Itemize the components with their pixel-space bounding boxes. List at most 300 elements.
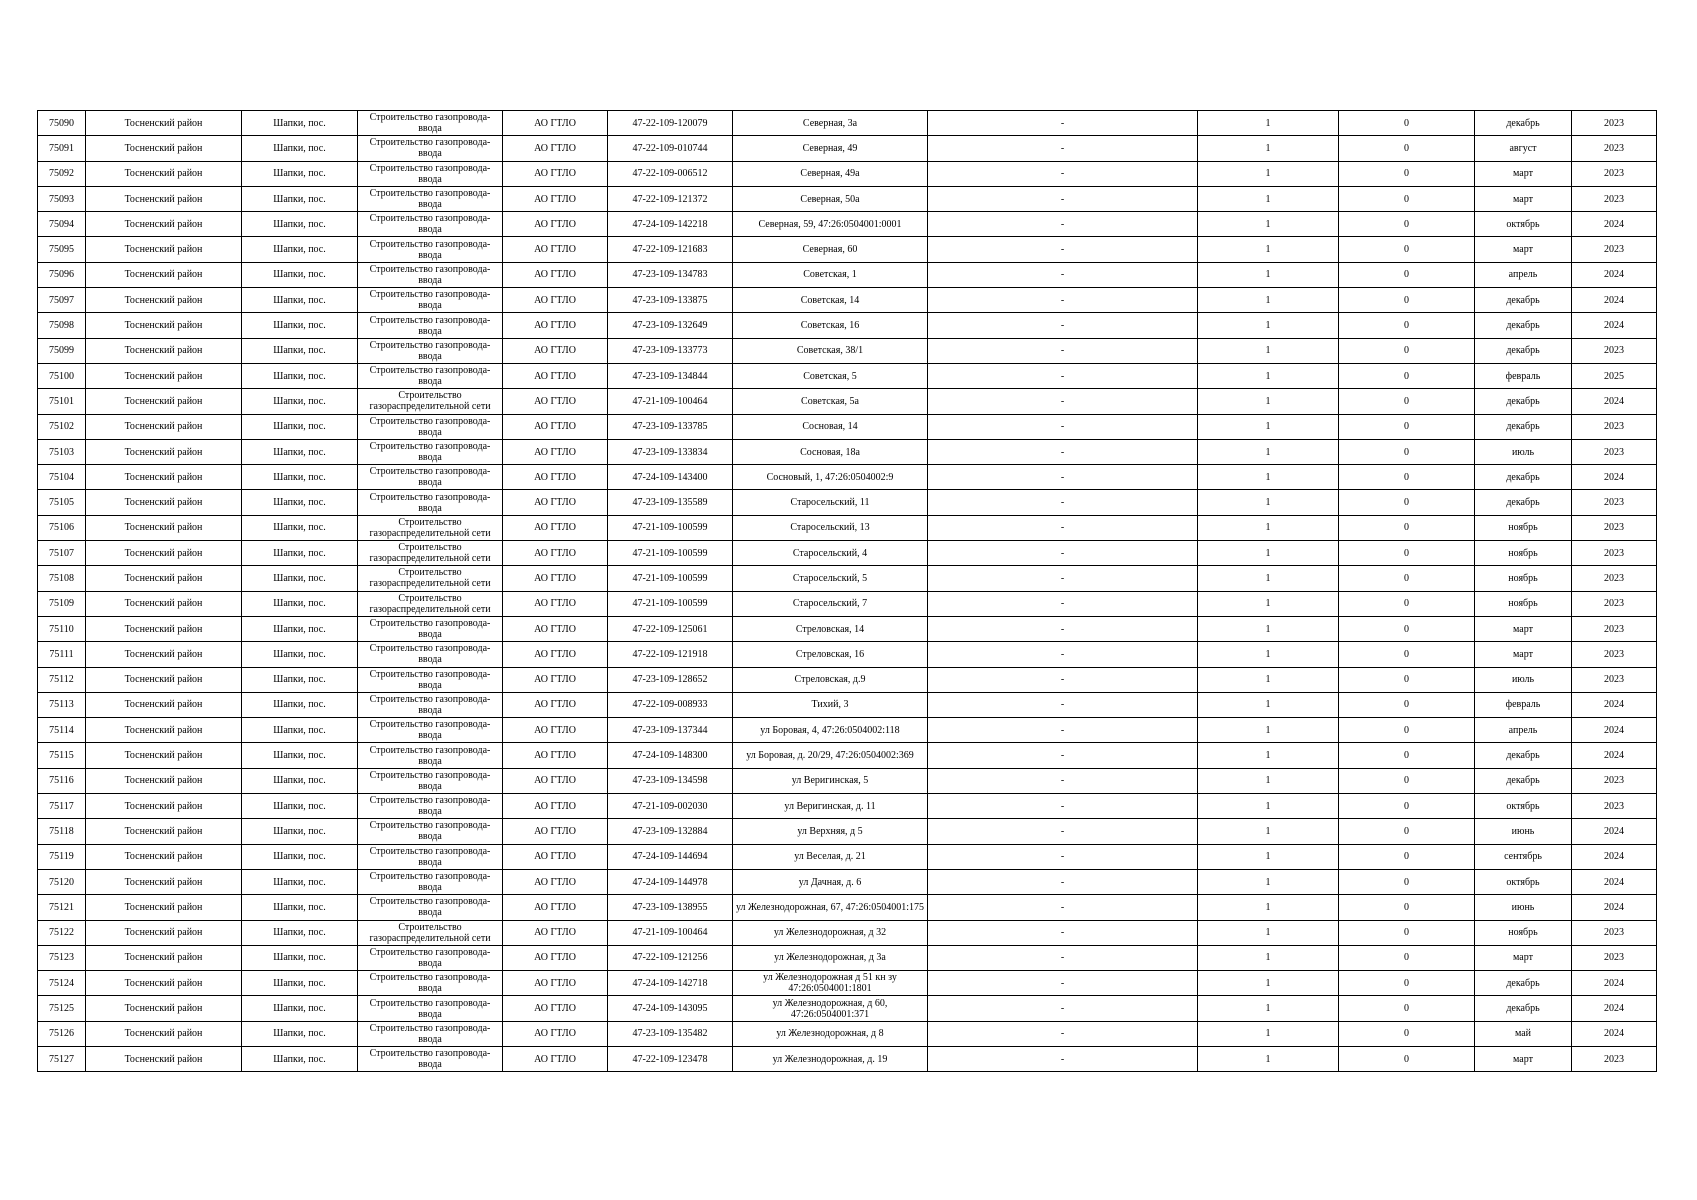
district-cell: Тосненский район	[86, 262, 242, 287]
address-cell: Старосельский, 11	[733, 490, 928, 515]
district-cell: Тосненский район	[86, 363, 242, 388]
count-cell: 1	[1198, 414, 1339, 439]
address-cell: ул Железнодорожная, д. 19	[733, 1046, 928, 1071]
district-cell: Тосненский район	[86, 161, 242, 186]
month-cell: май	[1475, 1021, 1572, 1046]
month-cell: февраль	[1475, 363, 1572, 388]
year-cell: 2023	[1572, 642, 1657, 667]
settlement-cell: Шапки, пос.	[242, 288, 358, 313]
value-cell: 0	[1339, 768, 1475, 793]
year-cell: 2024	[1572, 465, 1657, 490]
month-cell: декабрь	[1475, 490, 1572, 515]
address-cell: Северная, 59, 47:26:0504001:0001	[733, 212, 928, 237]
work-type-cell: Строительство газопровода-ввода	[358, 794, 503, 819]
district-cell: Тосненский район	[86, 591, 242, 616]
organization-cell: АО ГТЛО	[503, 642, 608, 667]
note-cell: -	[928, 920, 1198, 945]
district-cell: Тосненский район	[86, 667, 242, 692]
month-cell: октябрь	[1475, 794, 1572, 819]
note-cell: -	[928, 439, 1198, 464]
work-type-cell: Строительство газораспределительной сети	[358, 920, 503, 945]
organization-cell: АО ГТЛО	[503, 490, 608, 515]
organization-cell: АО ГТЛО	[503, 465, 608, 490]
month-cell: март	[1475, 1046, 1572, 1071]
note-cell: -	[928, 490, 1198, 515]
month-cell: сентябрь	[1475, 844, 1572, 869]
data-table	[37, 110, 1657, 1072]
note-cell: -	[928, 338, 1198, 363]
work-type-cell: Строительство газопровода-ввода	[358, 768, 503, 793]
object-code-cell: 47-22-109-121372	[608, 186, 733, 211]
settlement-cell: Шапки, пос.	[242, 186, 358, 211]
row-id-cell: 75121	[38, 895, 86, 920]
district-cell: Тосненский район	[86, 338, 242, 363]
district-cell: Тосненский район	[86, 136, 242, 161]
note-cell: -	[928, 692, 1198, 717]
settlement-cell: Шапки, пос.	[242, 363, 358, 388]
value-cell: 0	[1339, 794, 1475, 819]
value-cell: 0	[1339, 186, 1475, 211]
work-type-cell: Строительство газопровода-ввода	[358, 313, 503, 338]
note-cell: -	[928, 465, 1198, 490]
count-cell: 1	[1198, 212, 1339, 237]
object-code-cell: 47-22-109-010744	[608, 136, 733, 161]
row-id-cell: 75126	[38, 1021, 86, 1046]
district-cell: Тосненский район	[86, 541, 242, 566]
settlement-cell: Шапки, пос.	[242, 515, 358, 540]
settlement-cell: Шапки, пос.	[242, 465, 358, 490]
value-cell: 0	[1339, 996, 1475, 1021]
count-cell: 1	[1198, 338, 1339, 363]
row-id-cell: 75091	[38, 136, 86, 161]
row-id-cell: 75115	[38, 743, 86, 768]
month-cell: декабрь	[1475, 288, 1572, 313]
address-cell: ул Железнодорожная, д 60, 47:26:0504001:371	[733, 996, 928, 1021]
row-id-cell: 75099	[38, 338, 86, 363]
work-type-cell: Строительство газопровода-ввода	[358, 642, 503, 667]
work-type-cell: Строительство газопровода-ввода	[358, 465, 503, 490]
table-row	[38, 616, 1657, 641]
month-cell: ноябрь	[1475, 566, 1572, 591]
work-type-cell: Строительство газораспределительной сети	[358, 541, 503, 566]
district-cell: Тосненский район	[86, 945, 242, 970]
month-cell: декабрь	[1475, 971, 1572, 996]
object-code-cell: 47-24-109-148300	[608, 743, 733, 768]
object-code-cell: 47-22-109-006512	[608, 161, 733, 186]
year-cell: 2023	[1572, 541, 1657, 566]
district-cell: Тосненский район	[86, 288, 242, 313]
month-cell: февраль	[1475, 692, 1572, 717]
settlement-cell: Шапки, пос.	[242, 718, 358, 743]
value-cell: 0	[1339, 642, 1475, 667]
count-cell: 1	[1198, 591, 1339, 616]
value-cell: 0	[1339, 1046, 1475, 1071]
month-cell: декабрь	[1475, 313, 1572, 338]
value-cell: 0	[1339, 237, 1475, 262]
object-code-cell: 47-22-109-008933	[608, 692, 733, 717]
year-cell: 2023	[1572, 111, 1657, 136]
organization-cell: АО ГТЛО	[503, 389, 608, 414]
row-id-cell: 75114	[38, 718, 86, 743]
note-cell: -	[928, 186, 1198, 211]
district-cell: Тосненский район	[86, 566, 242, 591]
row-id-cell: 75094	[38, 212, 86, 237]
object-code-cell: 47-24-109-142218	[608, 212, 733, 237]
row-id-cell: 75102	[38, 414, 86, 439]
settlement-cell: Шапки, пос.	[242, 338, 358, 363]
settlement-cell: Шапки, пос.	[242, 869, 358, 894]
note-cell: -	[928, 945, 1198, 970]
year-cell: 2024	[1572, 819, 1657, 844]
table-row	[38, 667, 1657, 692]
organization-cell: АО ГТЛО	[503, 212, 608, 237]
table-row	[38, 692, 1657, 717]
table-row	[38, 389, 1657, 414]
count-cell: 1	[1198, 920, 1339, 945]
settlement-cell: Шапки, пос.	[242, 212, 358, 237]
table-row	[38, 288, 1657, 313]
year-cell: 2023	[1572, 161, 1657, 186]
settlement-cell: Шапки, пос.	[242, 414, 358, 439]
year-cell: 2024	[1572, 313, 1657, 338]
work-type-cell: Строительство газопровода-ввода	[358, 288, 503, 313]
organization-cell: АО ГТЛО	[503, 768, 608, 793]
value-cell: 0	[1339, 541, 1475, 566]
object-code-cell: 47-22-109-121918	[608, 642, 733, 667]
note-cell: -	[928, 895, 1198, 920]
row-id-cell: 75106	[38, 515, 86, 540]
value-cell: 0	[1339, 819, 1475, 844]
month-cell: октябрь	[1475, 212, 1572, 237]
month-cell: октябрь	[1475, 869, 1572, 894]
note-cell: -	[928, 844, 1198, 869]
settlement-cell: Шапки, пос.	[242, 541, 358, 566]
value-cell: 0	[1339, 465, 1475, 490]
address-cell: Советская, 1	[733, 262, 928, 287]
row-id-cell: 75123	[38, 945, 86, 970]
table-row	[38, 895, 1657, 920]
object-code-cell: 47-23-109-132884	[608, 819, 733, 844]
year-cell: 2023	[1572, 237, 1657, 262]
organization-cell: АО ГТЛО	[503, 667, 608, 692]
table-row	[38, 541, 1657, 566]
address-cell: Сосновая, 18а	[733, 439, 928, 464]
district-cell: Тосненский район	[86, 1021, 242, 1046]
value-cell: 0	[1339, 288, 1475, 313]
row-id-cell: 75107	[38, 541, 86, 566]
row-id-cell: 75093	[38, 186, 86, 211]
row-id-cell: 75112	[38, 667, 86, 692]
object-code-cell: 47-23-109-132649	[608, 313, 733, 338]
count-cell: 1	[1198, 288, 1339, 313]
count-cell: 1	[1198, 1046, 1339, 1071]
row-id-cell: 75108	[38, 566, 86, 591]
object-code-cell: 47-23-109-135589	[608, 490, 733, 515]
value-cell: 0	[1339, 945, 1475, 970]
organization-cell: АО ГТЛО	[503, 1021, 608, 1046]
district-cell: Тосненский район	[86, 819, 242, 844]
count-cell: 1	[1198, 667, 1339, 692]
count-cell: 1	[1198, 161, 1339, 186]
table-row	[38, 819, 1657, 844]
organization-cell: АО ГТЛО	[503, 566, 608, 591]
note-cell: -	[928, 616, 1198, 641]
note-cell: -	[928, 971, 1198, 996]
settlement-cell: Шапки, пос.	[242, 566, 358, 591]
note-cell: -	[928, 313, 1198, 338]
year-cell: 2023	[1572, 414, 1657, 439]
month-cell: июнь	[1475, 895, 1572, 920]
row-id-cell: 75090	[38, 111, 86, 136]
settlement-cell: Шапки, пос.	[242, 895, 358, 920]
table-row	[38, 186, 1657, 211]
address-cell: Старосельский, 4	[733, 541, 928, 566]
table-row	[38, 1046, 1657, 1071]
year-cell: 2024	[1572, 288, 1657, 313]
note-cell: -	[928, 414, 1198, 439]
organization-cell: АО ГТЛО	[503, 237, 608, 262]
note-cell: -	[928, 212, 1198, 237]
organization-cell: АО ГТЛО	[503, 718, 608, 743]
value-cell: 0	[1339, 566, 1475, 591]
count-cell: 1	[1198, 515, 1339, 540]
object-code-cell: 47-23-109-134844	[608, 363, 733, 388]
table-row	[38, 465, 1657, 490]
object-code-cell: 47-21-109-100599	[608, 515, 733, 540]
address-cell: ул Верхняя, д 5	[733, 819, 928, 844]
value-cell: 0	[1339, 844, 1475, 869]
settlement-cell: Шапки, пос.	[242, 844, 358, 869]
row-id-cell: 75127	[38, 1046, 86, 1071]
value-cell: 0	[1339, 718, 1475, 743]
month-cell: ноябрь	[1475, 920, 1572, 945]
note-cell: -	[928, 591, 1198, 616]
row-id-cell: 75118	[38, 819, 86, 844]
work-type-cell: Строительство газопровода-ввода	[358, 616, 503, 641]
district-cell: Тосненский район	[86, 414, 242, 439]
count-cell: 1	[1198, 642, 1339, 667]
year-cell: 2023	[1572, 768, 1657, 793]
year-cell: 2023	[1572, 920, 1657, 945]
table-row	[38, 920, 1657, 945]
organization-cell: АО ГТЛО	[503, 869, 608, 894]
table-row	[38, 794, 1657, 819]
address-cell: Стреловская, д.9	[733, 667, 928, 692]
value-cell: 0	[1339, 136, 1475, 161]
note-cell: -	[928, 111, 1198, 136]
settlement-cell: Шапки, пос.	[242, 389, 358, 414]
count-cell: 1	[1198, 616, 1339, 641]
year-cell: 2024	[1572, 262, 1657, 287]
settlement-cell: Шапки, пос.	[242, 262, 358, 287]
organization-cell: АО ГТЛО	[503, 414, 608, 439]
year-cell: 2024	[1572, 1021, 1657, 1046]
object-code-cell: 47-23-109-137344	[608, 718, 733, 743]
object-code-cell: 47-22-109-123478	[608, 1046, 733, 1071]
object-code-cell: 47-24-109-144694	[608, 844, 733, 869]
table-row	[38, 718, 1657, 743]
year-cell: 2023	[1572, 591, 1657, 616]
month-cell: декабрь	[1475, 996, 1572, 1021]
organization-cell: АО ГТЛО	[503, 591, 608, 616]
table-row	[38, 439, 1657, 464]
organization-cell: АО ГТЛО	[503, 692, 608, 717]
organization-cell: АО ГТЛО	[503, 136, 608, 161]
year-cell: 2023	[1572, 136, 1657, 161]
address-cell: ул Железнодорожная, д 8	[733, 1021, 928, 1046]
organization-cell: АО ГТЛО	[503, 743, 608, 768]
row-id-cell: 75119	[38, 844, 86, 869]
table-row	[38, 313, 1657, 338]
note-cell: -	[928, 262, 1198, 287]
count-cell: 1	[1198, 869, 1339, 894]
district-cell: Тосненский район	[86, 490, 242, 515]
value-cell: 0	[1339, 490, 1475, 515]
object-code-cell: 47-22-109-125061	[608, 616, 733, 641]
value-cell: 0	[1339, 743, 1475, 768]
year-cell: 2023	[1572, 945, 1657, 970]
organization-cell: АО ГТЛО	[503, 895, 608, 920]
year-cell: 2024	[1572, 743, 1657, 768]
row-id-cell: 75101	[38, 389, 86, 414]
month-cell: март	[1475, 642, 1572, 667]
table-row	[38, 971, 1657, 996]
work-type-cell: Строительство газопровода-ввода	[358, 111, 503, 136]
table-row	[38, 642, 1657, 667]
organization-cell: АО ГТЛО	[503, 313, 608, 338]
table-row	[38, 515, 1657, 540]
value-cell: 0	[1339, 161, 1475, 186]
count-cell: 1	[1198, 389, 1339, 414]
settlement-cell: Шапки, пос.	[242, 313, 358, 338]
year-cell: 2023	[1572, 566, 1657, 591]
address-cell: Советская, 14	[733, 288, 928, 313]
organization-cell: АО ГТЛО	[503, 515, 608, 540]
year-cell: 2024	[1572, 895, 1657, 920]
table-row	[38, 566, 1657, 591]
note-cell: -	[928, 389, 1198, 414]
row-id-cell: 75103	[38, 439, 86, 464]
year-cell: 2024	[1572, 996, 1657, 1021]
year-cell: 2023	[1572, 616, 1657, 641]
row-id-cell: 75125	[38, 996, 86, 1021]
row-id-cell: 75095	[38, 237, 86, 262]
note-cell: -	[928, 718, 1198, 743]
table-row	[38, 591, 1657, 616]
count-cell: 1	[1198, 794, 1339, 819]
note-cell: -	[928, 237, 1198, 262]
table-row	[38, 844, 1657, 869]
district-cell: Тосненский район	[86, 237, 242, 262]
organization-cell: АО ГТЛО	[503, 794, 608, 819]
district-cell: Тосненский район	[86, 996, 242, 1021]
month-cell: апрель	[1475, 262, 1572, 287]
organization-cell: АО ГТЛО	[503, 616, 608, 641]
settlement-cell: Шапки, пос.	[242, 819, 358, 844]
count-cell: 1	[1198, 439, 1339, 464]
count-cell: 1	[1198, 895, 1339, 920]
object-code-cell: 47-24-109-143400	[608, 465, 733, 490]
note-cell: -	[928, 642, 1198, 667]
settlement-cell: Шапки, пос.	[242, 743, 358, 768]
note-cell: -	[928, 667, 1198, 692]
value-cell: 0	[1339, 389, 1475, 414]
work-type-cell: Строительство газопровода-ввода	[358, 338, 503, 363]
year-cell: 2024	[1572, 718, 1657, 743]
work-type-cell: Строительство газопровода-ввода	[358, 136, 503, 161]
address-cell: Стреловская, 14	[733, 616, 928, 641]
note-cell: -	[928, 794, 1198, 819]
count-cell: 1	[1198, 971, 1339, 996]
settlement-cell: Шапки, пос.	[242, 161, 358, 186]
settlement-cell: Шапки, пос.	[242, 945, 358, 970]
work-type-cell: Строительство газопровода-ввода	[358, 667, 503, 692]
object-code-cell: 47-23-109-128652	[608, 667, 733, 692]
settlement-cell: Шапки, пос.	[242, 642, 358, 667]
note-cell: -	[928, 566, 1198, 591]
year-cell: 2023	[1572, 490, 1657, 515]
count-cell: 1	[1198, 136, 1339, 161]
count-cell: 1	[1198, 363, 1339, 388]
table-row	[38, 237, 1657, 262]
table-row	[38, 136, 1657, 161]
month-cell: декабрь	[1475, 338, 1572, 363]
row-id-cell: 75110	[38, 616, 86, 641]
value-cell: 0	[1339, 692, 1475, 717]
district-cell: Тосненский район	[86, 869, 242, 894]
work-type-cell: Строительство газопровода-ввода	[358, 212, 503, 237]
work-type-cell: Строительство газопровода-ввода	[358, 819, 503, 844]
count-cell: 1	[1198, 945, 1339, 970]
address-cell: Сосновый, 1, 47:26:0504002:9	[733, 465, 928, 490]
year-cell: 2025	[1572, 363, 1657, 388]
value-cell: 0	[1339, 414, 1475, 439]
address-cell: ул Боровая, 4, 47:26:0504002:118	[733, 718, 928, 743]
organization-cell: АО ГТЛО	[503, 262, 608, 287]
object-code-cell: 47-23-109-133773	[608, 338, 733, 363]
object-code-cell: 47-24-109-143095	[608, 996, 733, 1021]
object-code-cell: 47-22-109-121683	[608, 237, 733, 262]
month-cell: декабрь	[1475, 465, 1572, 490]
object-code-cell: 47-23-109-135482	[608, 1021, 733, 1046]
object-code-cell: 47-21-109-100599	[608, 591, 733, 616]
count-cell: 1	[1198, 541, 1339, 566]
month-cell: август	[1475, 136, 1572, 161]
note-cell: -	[928, 869, 1198, 894]
year-cell: 2024	[1572, 389, 1657, 414]
settlement-cell: Шапки, пос.	[242, 768, 358, 793]
work-type-cell: Строительство газопровода-ввода	[358, 490, 503, 515]
work-type-cell: Строительство газопровода-ввода	[358, 237, 503, 262]
work-type-cell: Строительство газопровода-ввода	[358, 439, 503, 464]
settlement-cell: Шапки, пос.	[242, 920, 358, 945]
district-cell: Тосненский район	[86, 186, 242, 211]
year-cell: 2023	[1572, 794, 1657, 819]
work-type-cell: Строительство газораспределительной сети	[358, 566, 503, 591]
address-cell: Старосельский, 13	[733, 515, 928, 540]
address-cell: ул Веригинская, 5	[733, 768, 928, 793]
address-cell: Советская, 5	[733, 363, 928, 388]
address-cell: Северная, 49	[733, 136, 928, 161]
address-cell: Северная, 50а	[733, 186, 928, 211]
count-cell: 1	[1198, 313, 1339, 338]
row-id-cell: 75097	[38, 288, 86, 313]
district-cell: Тосненский район	[86, 439, 242, 464]
note-cell: -	[928, 743, 1198, 768]
note-cell: -	[928, 996, 1198, 1021]
organization-cell: АО ГТЛО	[503, 920, 608, 945]
value-cell: 0	[1339, 895, 1475, 920]
